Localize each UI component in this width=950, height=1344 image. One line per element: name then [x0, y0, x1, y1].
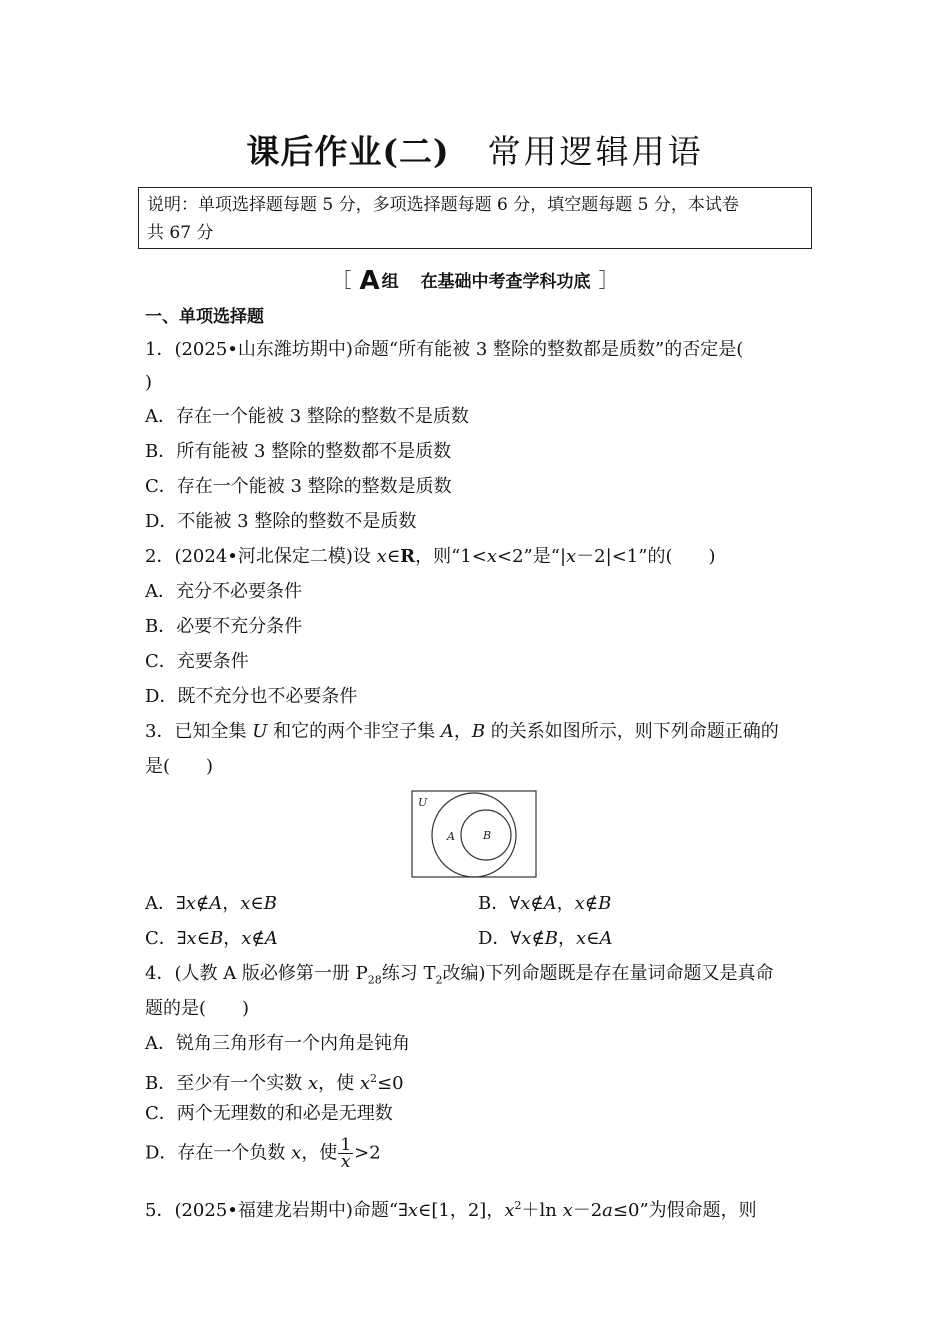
q3-option-d [478, 926, 613, 952]
q4-option-c: C．两个无理数的和必是无理数 [145, 1103, 393, 1124]
q4-text-1: 4．(人教 A 版必修第一册 P [145, 963, 368, 984]
q3c-op2: ∉ [251, 928, 265, 949]
q3a-x2: x [240, 893, 251, 914]
q2-var-x-2: x [486, 546, 498, 567]
q3-var-u: U [252, 721, 268, 742]
q3-text-2: 和它的两个非空子集 [267, 721, 441, 742]
q3d-label: D．∀ [478, 928, 522, 949]
q4d-text-1: D．存在一个负数 [145, 1142, 292, 1164]
q4-option-a: A．锐角三角形有一个内角是钝角 [145, 1033, 410, 1054]
q2-option-b: B．必要不充分条件 [145, 616, 303, 637]
q4-sub-t: 2 [435, 973, 443, 987]
group-bracket-close: ］ [598, 268, 619, 292]
q2-set-r: R [400, 546, 416, 567]
q4d-numerator: 1 [340, 1135, 352, 1155]
q2-text-1: 2．(2024•河北保定二模)设 [145, 546, 377, 567]
q3c-label: C．∃ [145, 928, 187, 949]
q5-text-4: －2 [572, 1200, 603, 1221]
q4-stem [145, 961, 774, 994]
group-letter: A [359, 266, 380, 296]
q2-option-c: C．充要条件 [145, 651, 249, 672]
q4b-x: x [307, 1073, 319, 1094]
q5-text-1: 5．(2025•福建龙岩期中)命题“∃ [145, 1200, 408, 1221]
q3b-set2: B [598, 893, 612, 914]
q3-var-b: B [471, 721, 486, 742]
q4d-denominator: x [340, 1152, 351, 1172]
instructions-box [138, 187, 812, 249]
q3-text-4: 的关系如图所示，则下列命题正确的 [485, 721, 779, 742]
q4d-text-2: ，使 [301, 1142, 338, 1164]
q4d-fraction [338, 1137, 353, 1170]
q4b-sup: 2 [370, 1072, 377, 1085]
q3a-comma: ， [222, 893, 241, 914]
q3d-set1: B [544, 928, 559, 949]
q3-option-b [478, 891, 611, 917]
q4-option-d [145, 1137, 381, 1170]
q2-text-5: －2|<1”的( ) [576, 546, 716, 567]
title-sub: 常用逻辑用语 [487, 132, 704, 171]
q3b-op2: ∉ [584, 893, 599, 914]
q5-sup: 2 [514, 1199, 522, 1212]
q3-option-c [145, 926, 278, 952]
q3c-op: ∈ [196, 928, 211, 949]
q3c-set1: B [210, 928, 224, 949]
venn-set-a-circle [432, 793, 516, 877]
q4b-text-1: B．至少有一个实数 [145, 1073, 308, 1094]
q1-stem: 1．(2025•山东潍坊期中)命题“所有能被 3 整除的整数都是质数”的否定是( [145, 339, 744, 360]
q1-option-d: D．不能被 3 整除的整数不是质数 [145, 511, 417, 532]
q3b-x2: x [574, 893, 585, 914]
section-heading: 一、单项选择题 [145, 307, 264, 327]
q4b-text-3: ≤0 [377, 1073, 404, 1094]
q3c-x: x [186, 928, 197, 949]
q4-text-3: 改编)下列命题既是存在量词命题又是真命 [442, 963, 774, 984]
q5-text-3: ＋ln [521, 1200, 563, 1221]
instructions-line-2: 共 67 分 [147, 223, 214, 243]
q3b-comma: ， [556, 893, 575, 914]
q3c-set2: A [264, 928, 278, 949]
q5-x3: x [562, 1200, 573, 1221]
group-description: 在基础中考查学科功底 [420, 272, 591, 292]
q3-stem [145, 719, 779, 745]
q1-option-a: A．存在一个能被 3 整除的整数不是质数 [145, 406, 469, 427]
q3-option-a [145, 891, 277, 917]
q2-var-x: x [376, 546, 387, 567]
q3-text-1: 3．已知全集 [145, 721, 253, 742]
q4b-x2: x [359, 1073, 370, 1094]
q3a-x: x [185, 893, 196, 914]
instructions-line-1: 说明：单项选择题每题 5 分，多项选择题每题 6 分，填空题每题 5 分，本试卷 [147, 195, 739, 215]
venn-label-b: B [483, 829, 492, 842]
q3a-set2: B [263, 893, 277, 914]
q3c-x2: x [241, 928, 252, 949]
q1-option-b: B．所有能被 3 整除的整数都不是质数 [145, 441, 452, 462]
q4b-text-2: ，使 [318, 1073, 360, 1094]
q3d-set2: A [599, 928, 613, 949]
q3b-label: B．∀ [478, 893, 521, 914]
q3a-op: ∉ [195, 893, 210, 914]
q1-stem-cont: ) [145, 372, 153, 393]
venn-label-a: A [447, 830, 455, 843]
q3b-set1: A [543, 893, 557, 914]
q2-stem [145, 544, 716, 570]
q4d-x: x [291, 1142, 302, 1164]
venn-label-u: U [418, 796, 428, 809]
q4-stem-cont: 题的是( ) [145, 998, 250, 1019]
q5-stem [145, 1193, 757, 1224]
group-bracket-open: ［ [331, 268, 352, 292]
q2-option-a: A．充分不必要条件 [145, 581, 302, 602]
title-main: 课后作业(二) [246, 132, 450, 171]
q4d-text-3: >2 [354, 1142, 381, 1164]
q3a-op2: ∈ [250, 893, 264, 914]
q3d-x2: x [576, 928, 587, 949]
q2-text-3: ，则“1< [415, 546, 487, 567]
venn-diagram [411, 790, 537, 878]
group-header [0, 264, 950, 296]
q3-text-3: ， [453, 721, 472, 742]
venn-universe-rect [412, 791, 536, 877]
q3-stem-cont: 是( ) [145, 756, 214, 777]
q3d-x: x [521, 928, 532, 949]
group-name: 组 [381, 272, 399, 292]
q1-option-c: C．存在一个能被 3 整除的整数是质数 [145, 476, 452, 497]
q3d-comma: ， [558, 928, 577, 949]
q3a-set1: A [209, 893, 223, 914]
q2-text-2: ∈ [386, 546, 401, 567]
q5-text-2: ∈[1，2]， [418, 1200, 505, 1221]
q3-var-a: A [440, 721, 454, 742]
q3d-op2: ∈ [586, 928, 600, 949]
q5-a: a [602, 1200, 613, 1221]
q2-text-4: <2”是“| [497, 546, 567, 567]
q3b-x: x [520, 893, 531, 914]
q5-text-5: ≤0”为假命题，则 [612, 1200, 757, 1221]
q4-option-b [145, 1066, 404, 1097]
q5-x: x [407, 1200, 419, 1221]
q3d-op: ∉ [531, 928, 545, 949]
page-title [0, 126, 950, 173]
q5-x2: x [504, 1200, 515, 1221]
q2-option-d: D．既不充分也不必要条件 [145, 686, 358, 707]
q3a-label: A．∃ [145, 893, 186, 914]
q4-text-2: 练习 T [381, 963, 436, 984]
q3b-op: ∉ [530, 893, 544, 914]
q3c-comma: ， [223, 928, 242, 949]
q4-sub-page: 28 [367, 973, 382, 987]
q2-var-x-3: x [566, 546, 577, 567]
